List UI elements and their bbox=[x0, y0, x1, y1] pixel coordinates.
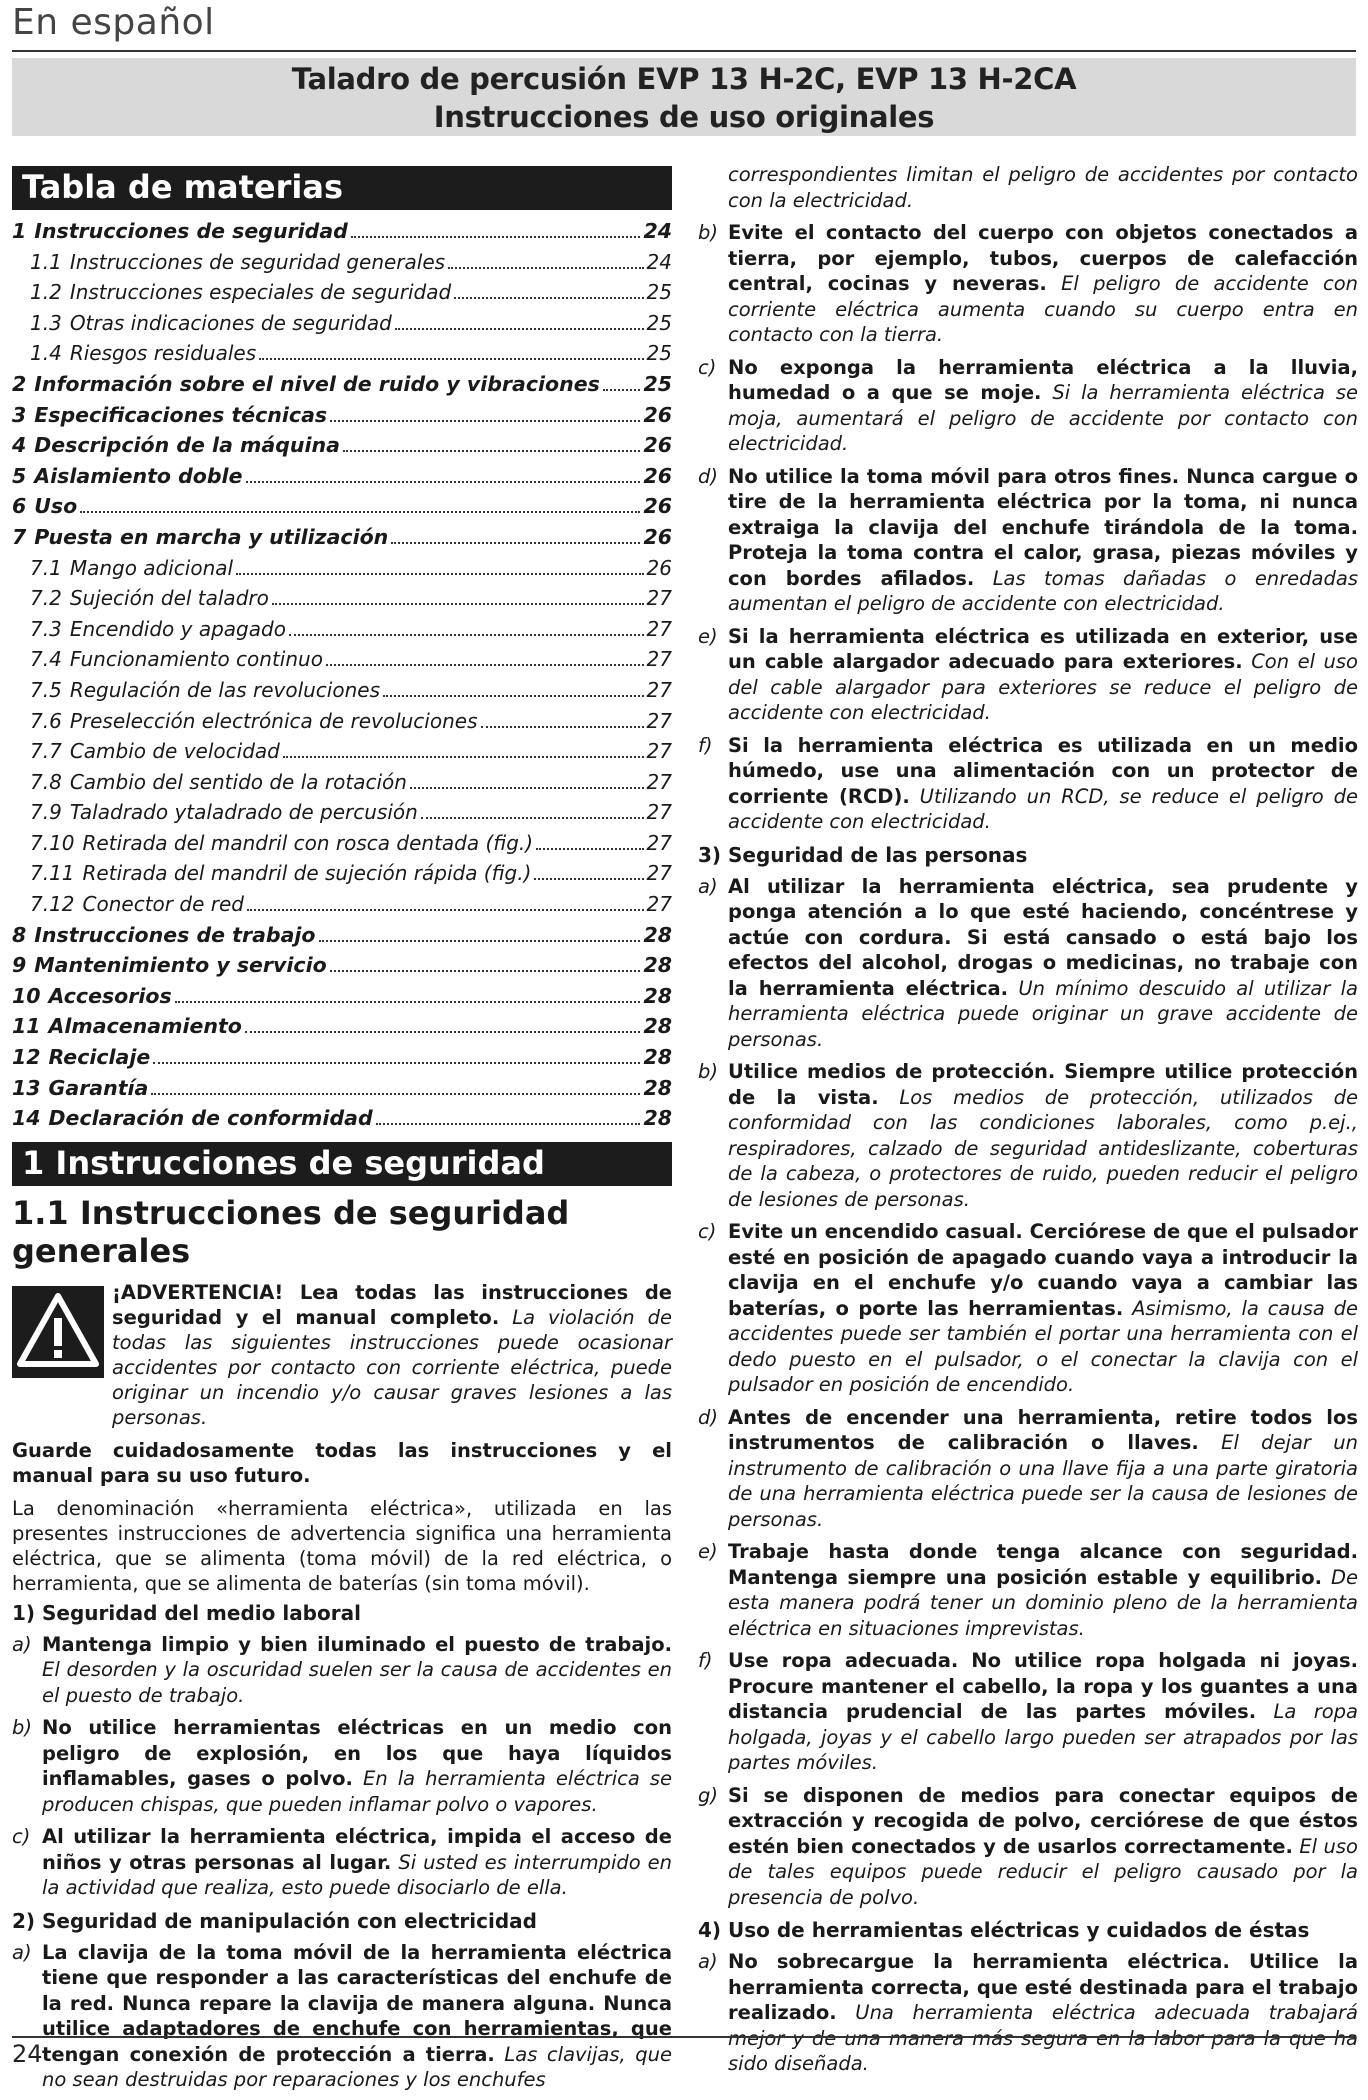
list-item bbox=[698, 1648, 1358, 1776]
keep-instructions: Guarde cuidadosamente todas las instrucciones y el manual para su uso futuro. bbox=[12, 1438, 672, 1487]
toc-item-label: Mantenimiento y servicio bbox=[34, 953, 327, 978]
toc-heading: Tabla de materias bbox=[12, 166, 672, 210]
toc-leader bbox=[319, 940, 641, 942]
title-banner bbox=[12, 58, 1356, 136]
list-item-body bbox=[42, 1715, 672, 1817]
toc-item-label: Preselección electrónica de revoluciones bbox=[69, 708, 478, 733]
list-item-text: De esta manera podrá tener un dominio pleno de la herramienta eléctrica en situaciones imprevistas. bbox=[728, 1565, 1358, 1640]
list-item-body bbox=[728, 624, 1358, 726]
toc-item-label: Instrucciones de trabajo bbox=[34, 922, 316, 947]
list-item-bold: Utilice medios de protección. Siempre utilice protección de la vista. bbox=[728, 1060, 1358, 1109]
toc-item[interactable] bbox=[12, 614, 672, 645]
toc-leader bbox=[247, 909, 644, 911]
toc-item[interactable] bbox=[12, 338, 672, 369]
toc-item[interactable] bbox=[12, 277, 672, 308]
toc-item-number: 3 bbox=[12, 402, 27, 427]
toc-item-page: 27 bbox=[646, 647, 672, 672]
toc-item-number: 7.2 bbox=[30, 586, 62, 611]
toc-item-number: 4 bbox=[12, 433, 27, 458]
toc-item-label: Aislamiento doble bbox=[34, 463, 243, 488]
toc-item-page: 28 bbox=[643, 1075, 672, 1100]
list-item-bold: Evite el contacto del cuerpo con objetos conectados a tierra, por ejemplo, tubos, cuerpos de calefacción central, cocinas y neveras. bbox=[728, 221, 1358, 295]
toc-leader bbox=[481, 726, 644, 728]
list-personal-safety bbox=[698, 874, 1358, 1911]
toc-leader bbox=[421, 817, 644, 819]
list-item-text: Si usted es interrumpido en la actividad que realiza, esto puede disociarlo de ella. bbox=[42, 1850, 672, 1900]
toc-leader bbox=[391, 542, 640, 544]
list-item-marker: c) bbox=[698, 355, 717, 379]
toc-item[interactable] bbox=[12, 797, 672, 828]
list-item-text: Una herramienta eléctrica adecuada trabajará mejor y de una manera más segura en la labor para la que ha sido diseñada. bbox=[728, 2001, 1359, 2075]
warning-text: ¡ADVERTENCIA! Lea todas las instrucciones de seguridad y el manual completo. La violación de todas las siguientes instrucciones puede ocasionar accidentes por contacto con corriente eléctrica, puede originar un incendio y/o causar graves lesiones a las personas. bbox=[112, 1280, 672, 1429]
list-item-marker: a) bbox=[12, 1632, 32, 1656]
list-item-marker: f) bbox=[698, 733, 713, 757]
list-item-body bbox=[728, 1783, 1358, 1911]
list-item bbox=[698, 1405, 1358, 1533]
list-item-marker: a) bbox=[698, 1950, 718, 1973]
toc-leader bbox=[376, 1123, 641, 1125]
toc-item[interactable] bbox=[12, 920, 672, 951]
list-item-bold: Si la herramienta eléctrica es utilizada en un medio húmedo, use una alimentación con un protector de corriente (RCD). bbox=[728, 733, 1358, 808]
toc-item-label: Cambio de velocidad bbox=[69, 739, 280, 764]
toc-item-number: 8 bbox=[12, 922, 27, 947]
list-item bbox=[698, 355, 1358, 457]
toc-item-page: 26 bbox=[643, 433, 672, 458]
toc-item-label: Conector de red bbox=[82, 892, 244, 917]
list-item-bold: No sobrecargue la herramienta eléctrica. Utilice la herramienta correcta, que esté destinada para el trabajo realizado. bbox=[728, 1950, 1358, 2024]
toc-leader bbox=[448, 267, 643, 269]
toc-item[interactable] bbox=[12, 706, 672, 737]
toc-item-number: 1.2 bbox=[30, 280, 62, 305]
list-item-text: Los medios de protección, utilizados de conformidad con las condiciones laborales, como p.ej., respiradores, calzado de seguridad antideslizante, coberturas de la cabeza, o protectores de ruido, pueden reducir el peligro de lesiones de personas. bbox=[728, 1085, 1358, 1211]
toc-leader bbox=[283, 756, 644, 758]
toc-item-number: 7.1 bbox=[30, 555, 62, 580]
list-item-bold: Use ropa adecuada. No utilice ropa holgada ni joyas. Procure mantener el cabello, la ropa y los guantes a una distancia prudencial de las partes móviles. bbox=[728, 1649, 1358, 1723]
toc-item-page: 27 bbox=[646, 892, 672, 917]
list-item-body bbox=[728, 1949, 1358, 2077]
toc-item-number: 1 bbox=[12, 219, 27, 243]
toc-item-label: Instrucciones especiales de seguridad bbox=[69, 280, 452, 305]
toc-item-page: 27 bbox=[646, 616, 672, 641]
toc-item[interactable] bbox=[12, 767, 672, 798]
toc-item-label: Retirada del mandril de sujeción rápida (fig.) bbox=[82, 861, 532, 886]
list-item-body bbox=[728, 1405, 1358, 1533]
toc-item-page: 28 bbox=[643, 922, 672, 947]
toc-item[interactable] bbox=[12, 1042, 672, 1073]
toc-item-number: 1.1 bbox=[30, 249, 62, 274]
toc-item-page: 27 bbox=[646, 739, 672, 764]
toc-item-number: 7.9 bbox=[30, 800, 62, 825]
toc-item-number: 7.7 bbox=[30, 739, 62, 764]
toc-item-number: 7.8 bbox=[30, 769, 62, 794]
toc-item-number: 7.12 bbox=[30, 892, 75, 917]
heading-personal-safety: 3) Seguridad de las personas bbox=[698, 842, 1028, 867]
intro-paragraph: La denominación «herramienta eléctrica», utilizada en las presentes instrucciones de advertencia significa una herramienta eléctrica, que se alimenta (toma móvil) de la red eléctrica, o herramienta, que se alimenta de baterías (sin toma móvil). bbox=[12, 1496, 672, 1595]
toc-item[interactable] bbox=[12, 216, 672, 247]
list-item-body bbox=[728, 1219, 1358, 1398]
list-item-bold: Si se disponen de medios para conectar equipos de extracción y recogida de polvo, cerciórese de que éstos estén bien conectados y de usarlos correctamente. bbox=[728, 1783, 1358, 1858]
toc-item-number: 11 bbox=[12, 1014, 41, 1039]
toc-item[interactable] bbox=[12, 736, 672, 767]
toc-leader bbox=[153, 1062, 640, 1064]
list-item-bold: No exponga la herramienta eléctrica a la lluvia, humedad o a que se moje. bbox=[728, 355, 1358, 404]
toc-leader bbox=[536, 848, 643, 850]
table-of-contents bbox=[12, 216, 672, 1134]
list-item-bold: No utilice herramientas eléctricas en un medio con peligro de explosión, en los que haya líquidos inflamables, gases o polvo. bbox=[42, 1716, 672, 1791]
toc-item-number: 7 bbox=[12, 524, 27, 549]
left-column bbox=[12, 166, 672, 2100]
list-item bbox=[12, 1715, 672, 1817]
toc-item-label: Accesorios bbox=[48, 983, 172, 1008]
toc-item-page: 28 bbox=[643, 1045, 672, 1070]
list-item bbox=[698, 1539, 1358, 1641]
list-item-text: El peligro de accidente con corriente eléctrica aumenta cuando su cuerpo entra en contacto con la tierra. bbox=[728, 272, 1358, 346]
toc-leader bbox=[534, 878, 643, 880]
list-item-text: Un mínimo descuido al utilizar la herramienta eléctrica puede originar un grave accidente de personas. bbox=[728, 976, 1359, 1051]
list-item-text: El dejar un instrumento de calibración o una llave fija a una parte giratoria de una herramienta eléctrica puede ser la causa de lesiones de personas. bbox=[728, 1431, 1358, 1531]
list-item-marker: b) bbox=[698, 1060, 718, 1083]
language-label: En español bbox=[12, 2, 215, 43]
toc-leader bbox=[343, 450, 640, 452]
toc-item-number: 14 bbox=[12, 1106, 41, 1131]
toc-leader bbox=[395, 328, 644, 330]
list-item-marker: d) bbox=[698, 464, 718, 488]
list-item-text: Si la herramienta eléctrica se moja, aumentará el peligro de accidente por contacto con electricidad. bbox=[728, 381, 1358, 455]
toc-item[interactable] bbox=[12, 553, 672, 584]
list-item-bold: Mantenga limpio y bien iluminado el puesto de trabajo. bbox=[42, 1632, 672, 1656]
list-item bbox=[698, 220, 1358, 348]
toc-item-page: 28 bbox=[643, 1106, 672, 1131]
toc-leader bbox=[289, 634, 644, 636]
subsection-heading: 1.1 Instrucciones de seguridad generales bbox=[12, 1193, 570, 1270]
list-item bbox=[698, 464, 1358, 617]
toc-leader bbox=[410, 787, 644, 789]
toc-item[interactable] bbox=[12, 522, 672, 553]
list-item-bold: Al utilizar la herramienta eléctrica, sea prudente y ponga atención a lo que esté haciendo, concéntrese y actúe con cordura. Si está cansado o está bajo los efectos del alcohol, drogas o medicinas, no trabaje con la herramienta eléctrica. bbox=[728, 874, 1358, 1000]
toc-item-page: 26 bbox=[643, 524, 672, 549]
list-work-area bbox=[12, 1632, 672, 1901]
toc-item-page: 25 bbox=[646, 280, 672, 305]
toc-item-page: 26 bbox=[643, 463, 672, 488]
list-item-bold: Trabaje hasta donde tenga alcance con seguridad. Mantenga siempre una posición estable y equilibrio. bbox=[728, 1540, 1358, 1589]
toc-item-label: Regulación de las revoluciones bbox=[69, 677, 380, 702]
header-rule bbox=[12, 50, 1356, 52]
list-item-text: Con el uso del cable alargador para exteriores se reduce el peligro de accidente con electricidad. bbox=[728, 650, 1358, 724]
list-item-text: En la herramienta eléctrica se producen chispas, que pueden inflamar polvo o vapores. bbox=[42, 1767, 672, 1816]
toc-item-number: 1.4 bbox=[30, 341, 62, 366]
toc-leader bbox=[151, 1093, 640, 1095]
list-item-marker: f) bbox=[698, 1649, 713, 1672]
list-electrical bbox=[698, 220, 1358, 835]
list-item bbox=[12, 1632, 672, 1709]
toc-item-number: 1.3 bbox=[30, 310, 62, 335]
toc-item-number: 12 bbox=[12, 1045, 41, 1070]
list-item-marker: b) bbox=[698, 221, 718, 244]
toc-item-number: 2 bbox=[12, 371, 27, 396]
list-item-text: El uso de tales equipos puede reducir el peligro causado por la presencia de polvo. bbox=[728, 1834, 1358, 1909]
toc-leader bbox=[245, 1031, 641, 1033]
list-item-marker: a) bbox=[698, 874, 718, 898]
toc-item-page: 27 bbox=[646, 677, 672, 702]
toc-item-label: Cambio del sentido de la rotación bbox=[69, 769, 407, 794]
toc-item-label: Mango adicional bbox=[69, 555, 234, 580]
toc-item-label: Puesta en marcha y utilización bbox=[34, 524, 389, 549]
list-item: a) La clavija de la toma móvil de la herramienta eléctrica tiene que responder a las características del enchufe de la red. Nunca repare la clavija de manera alguna. Nunca utilice adaptadores de enchufe con herramientas, que tengan conexión de protección a tierra. Las clavijas, que no sean destruidas por reparaciones y los enchufes bbox=[12, 1940, 673, 2092]
toc-item-number: 9 bbox=[12, 953, 27, 978]
toc-item-label: Instrucciones de seguridad generales bbox=[69, 249, 446, 274]
page-number: 24 bbox=[12, 2040, 43, 2068]
list-tool-care bbox=[698, 1949, 1358, 2077]
toc-leader bbox=[246, 481, 641, 483]
document-subtitle: Instrucciones de uso originales bbox=[433, 100, 935, 134]
list-item-bold: Si la herramienta eléctrica es utilizada en exterior, use un cable alargador adecuado para exteriores. bbox=[728, 624, 1358, 673]
list-item-text: La ropa holgada, joyas y el cabello largo pueden ser atrapados por las partes móviles. bbox=[728, 1700, 1358, 1774]
list-item-bold: No utilice la toma móvil para otros fines. Nunca cargue o tire de la herramienta eléctrica por la toma, ni nunca extraiga la clavija del enchufe tirándola de la toma. Proteja la toma contra el calor, grasa, piezas móviles y con bordes afilados. bbox=[728, 464, 1358, 590]
toc-item-page: 27 bbox=[646, 800, 672, 825]
toc-item-page: 25 bbox=[646, 310, 672, 335]
list-item-body bbox=[728, 1539, 1358, 1641]
toc-item-label: Encendido y apagado bbox=[69, 616, 286, 641]
toc-item-label: Información sobre el nivel de ruido y vibraciones bbox=[34, 371, 600, 396]
toc-item-number: 7.4 bbox=[30, 647, 62, 672]
heading-electrical: 2) Seguridad de manipulación con electricidad bbox=[12, 1908, 537, 1933]
toc-item-label: Declaración de conformidad bbox=[48, 1106, 373, 1131]
toc-item-number: 7.10 bbox=[30, 830, 75, 855]
toc-item-number: 7.6 bbox=[30, 708, 62, 733]
toc-item-number: 7.5 bbox=[30, 677, 62, 702]
list-item-text: Asimismo, la causa de accidentes puede ser también el portar una herramienta con el dedo puesto en el pulsador, o el conectar la clavija con el pulsador en posición de encendido. bbox=[728, 1296, 1359, 1396]
toc-item[interactable] bbox=[12, 1103, 672, 1134]
continued-text: correspondientes limitan el peligro de accidentes por contacto con la electricidad. bbox=[728, 163, 1358, 212]
toc-item-page: 25 bbox=[643, 371, 672, 396]
toc-item-label: Sujeción del taladro bbox=[69, 586, 269, 611]
list-item bbox=[12, 1824, 672, 1901]
toc-item-page: 27 bbox=[646, 586, 672, 611]
toc-item[interactable] bbox=[12, 583, 672, 614]
toc-item[interactable] bbox=[12, 461, 672, 492]
list-item-body bbox=[728, 874, 1358, 1053]
list-item-text: Utilizando un RCD, se reduce el peligro de accidente con electricidad. bbox=[728, 784, 1359, 833]
list-item-bold: Al utilizar la herramienta eléctrica, impida el acceso de niños y otras personas al lugar. bbox=[42, 1825, 672, 1874]
section-heading: 1 Instrucciones de seguridad bbox=[12, 1142, 672, 1186]
toc-leader bbox=[330, 970, 641, 972]
toc-item-label: Retirada del mandril con rosca dentada (fig.) bbox=[82, 830, 534, 855]
toc-leader bbox=[259, 358, 643, 360]
toc-item[interactable] bbox=[12, 400, 672, 431]
warning-icon bbox=[12, 1286, 104, 1378]
list-item-marker: e) bbox=[698, 1540, 718, 1563]
list-item-bold: Evite un encendido casual. Cerciórese de que el pulsador esté en posición de apagado cuando vaya a introducir la clavija en el enchufe y/o cuando vaya a cambiar las baterías, o porte las herramientas. bbox=[728, 1220, 1358, 1320]
toc-item-page: 27 bbox=[646, 708, 672, 733]
toc-item-label: Taladrado ytaladrado de percusión bbox=[69, 800, 418, 825]
toc-leader bbox=[603, 389, 641, 391]
heading-tool-care: 4) Uso de herramientas eléctricas y cuidados de éstas bbox=[698, 1918, 1310, 1942]
toc-item-label: Funcionamiento continuo bbox=[69, 647, 323, 672]
toc-item-page: 26 bbox=[643, 402, 672, 427]
toc-item-number: 7.11 bbox=[30, 861, 75, 886]
toc-item[interactable] bbox=[12, 981, 672, 1012]
toc-item-label: Riesgos residuales bbox=[69, 341, 257, 366]
toc-item-number: 10 bbox=[12, 983, 41, 1008]
list-item bbox=[698, 1783, 1358, 1911]
toc-item-label: Otras indicaciones de seguridad bbox=[69, 310, 392, 335]
toc-item[interactable] bbox=[12, 675, 672, 706]
toc-leader bbox=[326, 664, 644, 666]
toc-item[interactable] bbox=[12, 430, 672, 461]
toc-item-page: 24 bbox=[643, 219, 672, 243]
toc-item-label: Instrucciones de seguridad bbox=[34, 219, 348, 243]
toc-item-page: 24 bbox=[646, 249, 672, 274]
toc-item[interactable] bbox=[12, 308, 672, 339]
list-item-body bbox=[728, 464, 1358, 617]
toc-item-page: 26 bbox=[646, 555, 672, 580]
right-column bbox=[698, 162, 1358, 2084]
document-title: Taladro de percusión EVP 13 H-2C, EVP 13 H-2CA bbox=[291, 62, 1077, 96]
list-item-marker: b) bbox=[12, 1716, 32, 1740]
toc-item-label: Especificaciones técnicas bbox=[34, 402, 328, 427]
warning-block bbox=[12, 1280, 672, 1430]
list-item bbox=[698, 624, 1358, 726]
list-item-marker: e) bbox=[698, 624, 718, 648]
list-item bbox=[698, 733, 1358, 835]
toc-leader bbox=[80, 511, 640, 513]
toc-item[interactable] bbox=[12, 247, 672, 278]
toc-item-number: 13 bbox=[12, 1075, 41, 1100]
list-item-marker: c) bbox=[698, 1220, 717, 1243]
toc-leader bbox=[383, 695, 644, 697]
toc-item-page: 25 bbox=[646, 341, 672, 366]
list-item bbox=[698, 1219, 1358, 1398]
list-item-body bbox=[42, 1632, 672, 1709]
toc-item[interactable] bbox=[12, 491, 672, 522]
list-item bbox=[698, 1059, 1358, 1212]
list-item-marker: c) bbox=[12, 1825, 31, 1849]
toc-item-label: Descripción de la máquina bbox=[34, 433, 340, 458]
toc-leader bbox=[351, 236, 641, 238]
toc-leader bbox=[272, 603, 644, 605]
list-item-body bbox=[728, 733, 1358, 835]
footer-rule bbox=[12, 2036, 1356, 2038]
list-item-body bbox=[728, 1059, 1358, 1212]
toc-item[interactable] bbox=[12, 858, 672, 889]
toc-item[interactable] bbox=[12, 828, 672, 859]
toc-item-page: 28 bbox=[643, 953, 672, 978]
toc-item-label: Garantía bbox=[48, 1075, 149, 1100]
toc-leader bbox=[236, 573, 643, 575]
list-item-bold: Antes de encender una herramienta, retire todos los instrumentos de calibración o llaves. bbox=[728, 1405, 1358, 1454]
list-item-body bbox=[728, 220, 1358, 348]
toc-item-page: 27 bbox=[646, 861, 672, 886]
toc-item-number: 7.3 bbox=[30, 616, 62, 641]
list-item bbox=[698, 1949, 1358, 2077]
toc-leader bbox=[175, 1001, 641, 1003]
list-item-marker: d) bbox=[698, 1405, 718, 1429]
toc-item[interactable] bbox=[12, 369, 672, 400]
toc-item[interactable] bbox=[12, 644, 672, 675]
toc-item-number: 5 bbox=[12, 463, 27, 488]
toc-item-page: 28 bbox=[643, 1014, 672, 1039]
toc-item[interactable] bbox=[12, 1011, 672, 1042]
toc-item-page: 27 bbox=[646, 830, 672, 855]
toc-item-number: 6 bbox=[12, 494, 27, 519]
list-item-text: El desorden y la oscuridad suelen ser la causa de accidentes en el puesto de trabajo. bbox=[42, 1658, 672, 1707]
list-item bbox=[698, 874, 1358, 1053]
list-item-marker: g) bbox=[698, 1783, 718, 1807]
list-item-body bbox=[728, 1648, 1358, 1776]
toc-item[interactable] bbox=[12, 889, 672, 920]
toc-item-page: 27 bbox=[646, 769, 672, 794]
toc-item-page: 28 bbox=[643, 983, 672, 1008]
toc-item[interactable] bbox=[12, 950, 672, 981]
toc-leader bbox=[454, 297, 643, 299]
toc-leader bbox=[330, 420, 640, 422]
toc-item-label: Uso bbox=[34, 494, 78, 519]
list-item-body bbox=[728, 355, 1358, 457]
toc-item-page: 26 bbox=[643, 494, 672, 519]
toc-item-label: Almacenamiento bbox=[48, 1014, 242, 1039]
heading-work-area: 1) Seguridad del medio laboral bbox=[12, 1600, 361, 1625]
list-item-body bbox=[42, 1824, 672, 1901]
list-item-text: Las tomas dañadas o enredadas aumentan el peligro de accidente con electricidad. bbox=[728, 566, 1358, 615]
toc-item-label: Reciclaje bbox=[48, 1045, 151, 1070]
toc-item[interactable] bbox=[12, 1073, 672, 1104]
